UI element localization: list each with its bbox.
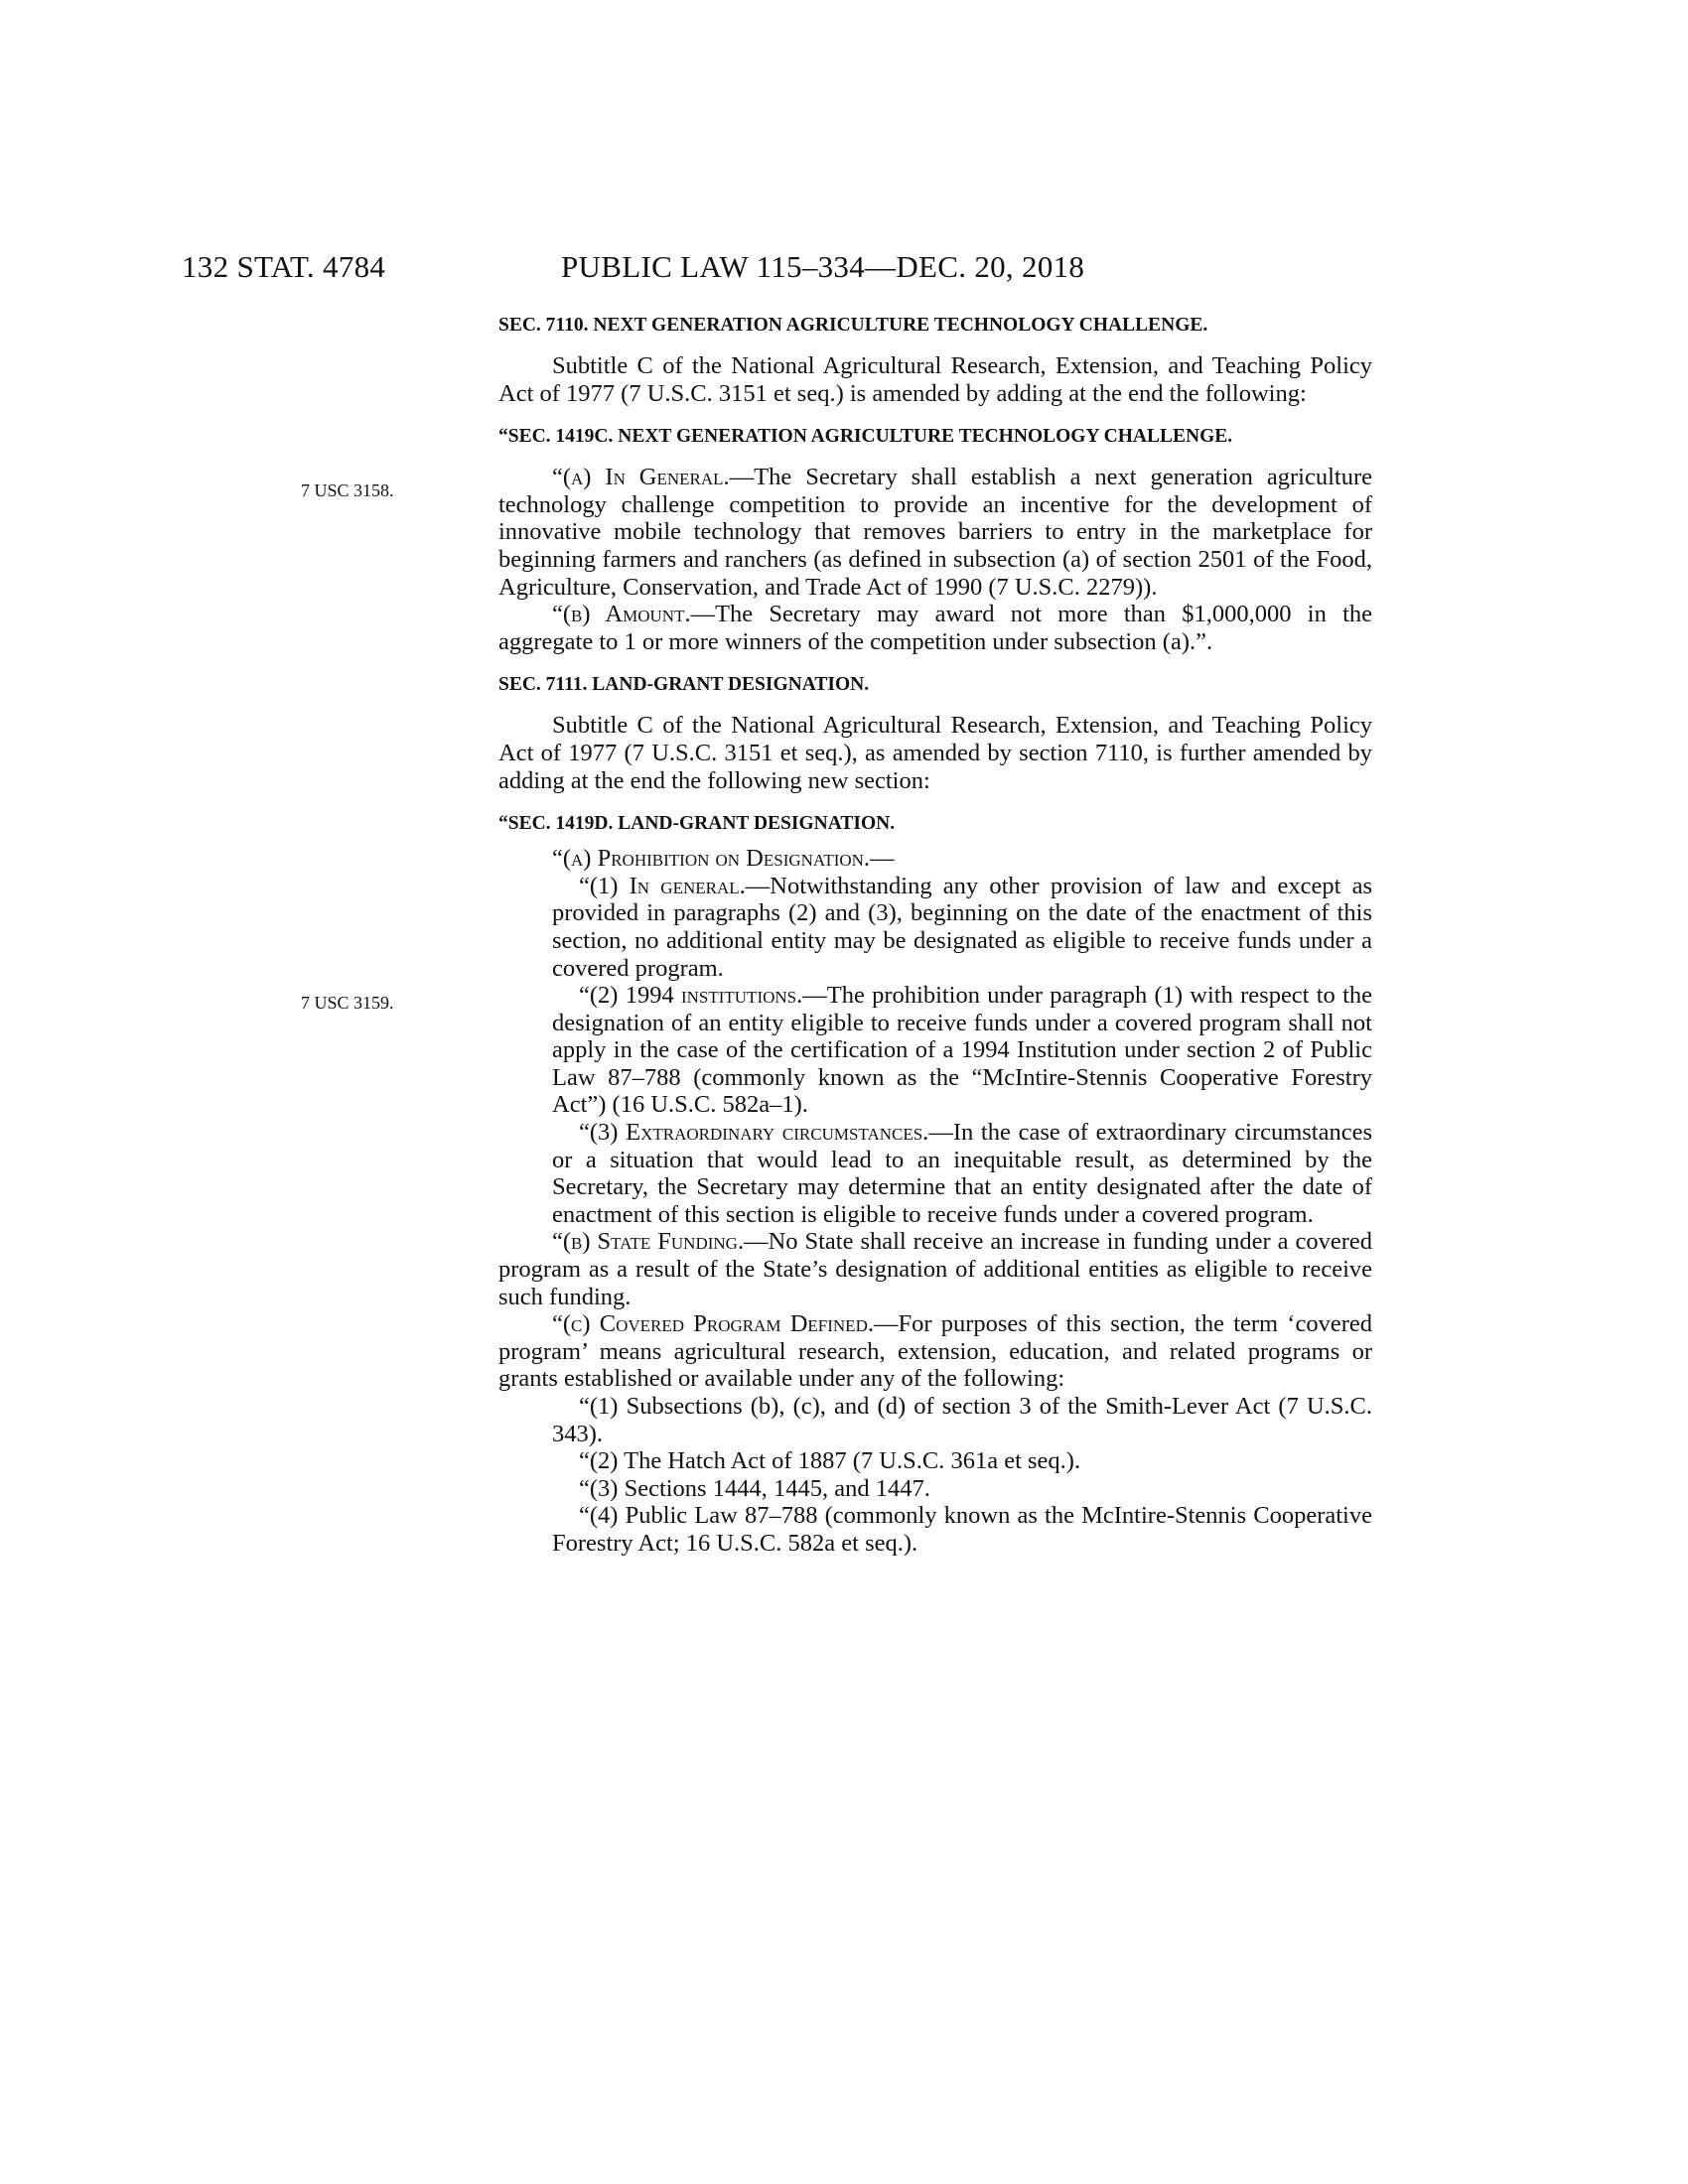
section-7110-intro: Subtitle C of the National Agricultural Research, Extension, and Teaching Policy Act of 1977 (7 U.S.C. 3151 et seq.) is amended by adding at the end the following:	[498, 352, 1372, 407]
section-7111-heading: SEC. 7111. LAND-GRANT DESIGNATION.	[498, 674, 870, 696]
statute-page-number: 132 STAT. 4784	[182, 249, 386, 284]
section-1419d-a2	[498, 982, 1372, 1119]
section-1419d-a1-text: —Notwithstanding any other provision of law and except as provided in paragraphs (2) and (3), beginning on the date of the enactment of this section, no additional entity may be designated as eligible to receive funds under a covered program.	[552, 872, 1372, 982]
section-1419c-b-label: “(b) Amount.	[552, 601, 691, 628]
section-1419d-a2-text: —The prohibition under paragraph (1) with respect to the designation of an entity eligible to receive funds under a covered program shall not apply in the case of the certification of a 1994 Institution under section 2 of Public Law 87–788 (commonly known as the “McIntire-Stennis Cooperative Forestry Act”) (16 U.S.C. 582a–1).	[552, 982, 1372, 1119]
section-1419d-b	[498, 1228, 1372, 1310]
margin-note-usc-3158: 7 USC 3158.	[301, 480, 394, 500]
section-1419d-c-text: —For purposes of this section, the term ‘covered program’ means agricultural research, extension, education, and related programs or grants established or available under any of the following:	[498, 1310, 1372, 1393]
section-1419d-c1: “(1) Subsections (b), (c), and (d) of section 3 of the Smith-Lever Act (7 U.S.C. 343).	[552, 1393, 1372, 1447]
section-1419d-a-label: “(a) Prohibition on Designation.	[552, 845, 871, 873]
margin-note-usc-3159: 7 USC 3159.	[301, 993, 394, 1013]
section-1419d-b-text: —No State shall receive an increase in funding under a covered program as a result of the State’s designation of additional entities as eligible to receive such funding.	[498, 1228, 1373, 1310]
section-1419c-a-label: “(a) In General.	[552, 464, 730, 491]
section-1419d-c4: “(4) Public Law 87–788 (commonly known as the McIntire-Stennis Cooperative Forestry Act; 16 U.S.C. 582a et seq.).	[552, 1502, 1372, 1557]
section-1419d-a2-label: “(2) 1994 institutions.	[579, 982, 803, 1010]
section-1419d-c-label: “(c) Covered Program Defined.	[552, 1310, 874, 1338]
section-7110-heading: SEC. 7110. NEXT GENERATION AGRICULTURE TECHNOLOGY CHALLENGE.	[498, 315, 1208, 336]
section-1419c-a	[498, 464, 1372, 601]
section-1419d-b-label: “(b) State Funding.	[552, 1228, 745, 1256]
running-header: PUBLIC LAW 115–334—DEC. 20, 2018	[561, 249, 1085, 284]
section-1419c-b-text: —The Secretary may award not more than $1,000,000 in the aggregate to 1 or more winners of the competition under subsection (a).”.	[498, 601, 1372, 655]
section-1419d-a3-label: “(3) Extraordinary circumstances.	[579, 1119, 929, 1147]
document-body	[498, 314, 1372, 1558]
section-1419d-a3-text: —In the case of extraordinary circumstances or a situation that would lead to an inequitable result, as determined by the Secretary, the Secretary may determine that an entity designated after the date of enactment of this section is eligible to receive funds under a covered program.	[552, 1119, 1373, 1228]
section-1419c-b	[498, 601, 1372, 655]
section-7111-intro: Subtitle C of the National Agricultural Research, Extension, and Teaching Policy Act of 1977 (7 U.S.C. 3151 et seq.), as amended by section 7110, is further amended by adding at the end the following new section:	[498, 712, 1372, 794]
section-1419c-a-text: —The Secretary shall establish a next generation agriculture technology challenge competition to provide an incentive for the development of innovative mobile technology that removes barriers to entry in the marketplace for beginning farmers and ranchers (as defined in subsection (a) of section 2501 of the Food, Agriculture, Conservation, and Trade Act of 1990 (7 U.S.C. 2279)).	[498, 464, 1372, 601]
section-1419d-a3	[498, 1119, 1372, 1228]
section-1419d-c	[498, 1310, 1372, 1393]
section-1419d-c3: “(3) Sections 1444, 1445, and 1447.	[579, 1474, 930, 1502]
section-1419d-c2: “(2) The Hatch Act of 1887 (7 U.S.C. 361a et seq.).	[579, 1447, 1081, 1475]
section-1419d-heading: “SEC. 1419D. LAND-GRANT DESIGNATION.	[498, 813, 896, 835]
section-1419c-heading: “SEC. 1419C. NEXT GENERATION AGRICULTURE TECHNOLOGY CHALLENGE.	[498, 426, 1233, 448]
section-1419d-a1	[498, 873, 1372, 982]
section-1419d-a1-label: “(1) In general.	[579, 872, 746, 899]
section-1419d-a-dash: —	[870, 845, 895, 873]
section-1419d-a	[498, 845, 1372, 873]
